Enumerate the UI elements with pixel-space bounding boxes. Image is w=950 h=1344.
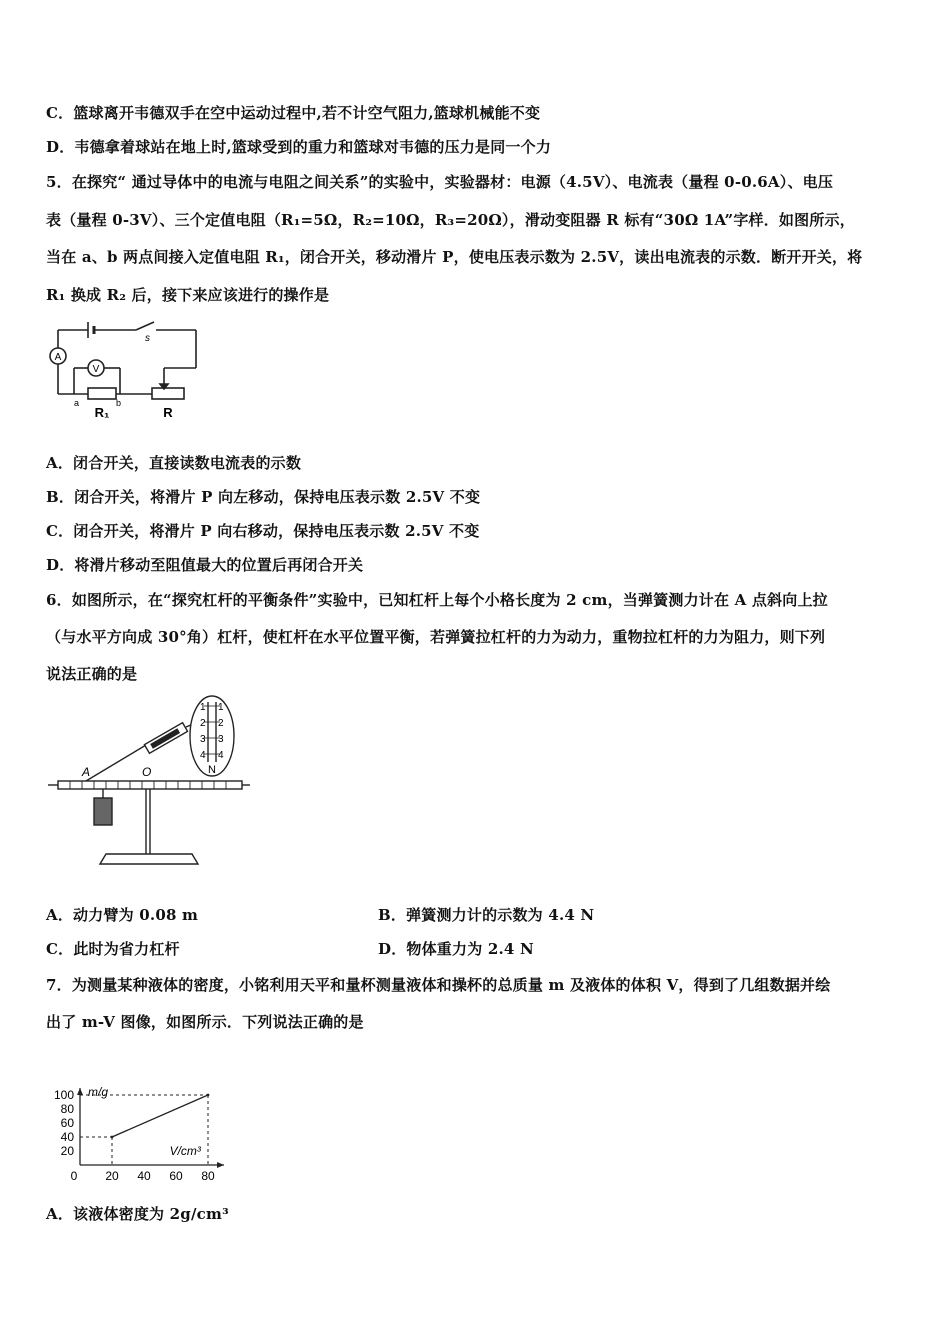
q4-option-d: D．韦德拿着球站在地上时,篮球受到的重力和篮球对韦德的压力是同一个力 xyxy=(46,138,552,156)
y-tick-label: 80 xyxy=(60,1102,74,1116)
y-tick-label: 40 xyxy=(60,1130,74,1144)
q6-option-c: C．此时为省力杠杆 xyxy=(46,940,180,958)
scale-tick-2-left: 2 xyxy=(200,718,206,729)
ammeter-label: A xyxy=(54,352,62,363)
x-tick-label: 20 xyxy=(105,1169,119,1183)
x-axis-arrow xyxy=(217,1162,224,1168)
scale-tick-3-left: 3 xyxy=(200,734,206,745)
scale-tick-3-right: 3 xyxy=(218,734,224,745)
y-axis-title: m/g xyxy=(88,1085,109,1099)
scale-tick-1-left: 1 xyxy=(200,702,206,713)
q5-stem-line2: 表（量程 0-3V）、三个定值电阻（R₁=5Ω，R₂=10Ω，R₃=20Ω），滑动变阻器 R 标有“30Ω 1A”字样．如图所示， xyxy=(46,211,855,229)
q6-option-d: D．物体重力为 2.4 N xyxy=(378,940,534,958)
y-axis-arrow xyxy=(77,1088,83,1095)
q6-stem-line2: （与水平方向成 30°角）杠杆，使杠杆在水平位置平衡，若弹簧拉杠杆的力为动力，重物拉杠杆的力为阻力，则下列 xyxy=(46,628,826,646)
data-point xyxy=(111,1136,114,1139)
q5-option-c: C．闭合开关，将滑片 P 向右移动，保持电压表示数 2.5V 不变 xyxy=(46,522,480,540)
scale-tick-2-right: 2 xyxy=(218,718,224,729)
q6-option-a: A．动力臂为 0.08 m xyxy=(46,906,199,924)
q5-stem-line3: 当在 a、b 两点间接入定值电阻 R₁，闭合开关，移动滑片 P，使电压表示数为 2.5V，读出电流表的示数．断开开关，将 xyxy=(46,248,863,266)
q6-option-b: B．弹簧测力计的示数为 4.4 N xyxy=(378,906,595,924)
r1-label: R₁ xyxy=(94,405,110,420)
y-tick-label: 100 xyxy=(53,1088,74,1102)
data-point xyxy=(207,1094,210,1097)
y-tick-label: 60 xyxy=(60,1116,74,1130)
q5-stem-line4: R₁ 换成 R₂ 后，接下来应该进行的操作是 xyxy=(46,286,330,304)
q5-stem-line1: 5．在探究“ 通过导体中的电流与电阻之间关系”的实验中，实验器材：电源（4.5V）、电流表（量程 0-0.6A）、电压 xyxy=(46,173,834,191)
q7-stem-line2: 出了 m-V 图像，如图所示．下列说法正确的是 xyxy=(46,1013,364,1031)
switch-label: s xyxy=(145,333,150,344)
scale-unit: N xyxy=(208,764,216,776)
point-b-label: b xyxy=(116,398,122,408)
q6-stem-line3: 说法正确的是 xyxy=(46,665,138,683)
scale-tick-4-left: 4 xyxy=(200,750,206,761)
scale-tick-1-right: 1 xyxy=(218,702,224,713)
q7-stem-line1: 7．为测量某种液体的密度，小铭利用天平和量杯测量液体和操杯的总质量 m 及液体的体积 V，得到了几组数据并绘 xyxy=(46,976,831,994)
q5-option-d: D．将滑片移动至阻值最大的位置后再闭合开关 xyxy=(46,556,364,574)
point-a-label: A xyxy=(82,765,91,779)
q5-option-b: B．闭合开关，将滑片 P 向左移动，保持电压表示数 2.5V 不变 xyxy=(46,488,481,506)
x-tick-label: 60 xyxy=(169,1169,183,1183)
voltmeter-label: V xyxy=(92,364,100,375)
q4-option-c: C．篮球离开韦德双手在空中运动过程中,若不计空气阻力,篮球机械能不变 xyxy=(46,104,541,122)
x-tick-label: 40 xyxy=(137,1169,151,1183)
rheostat-label: R xyxy=(163,405,173,420)
mv-chart xyxy=(44,1044,284,1188)
origin-label: 0 xyxy=(70,1169,78,1183)
point-o-label: O xyxy=(142,765,152,779)
x-axis-title: V/cm³ xyxy=(169,1144,201,1158)
q5-option-a: A．闭合开关，直接读数电流表的示数 xyxy=(46,454,302,472)
q7-option-a: A．该液体密度为 2g/cm³ xyxy=(46,1205,229,1223)
y-tick-label: 20 xyxy=(60,1144,74,1158)
series-line xyxy=(112,1095,208,1137)
q6-stem-line1: 6．如图所示，在“探究杠杆的平衡条件”实验中，已知杠杆上每个小格长度为 2 cm，当弹簧测力计在 A 点斜向上拉 xyxy=(46,591,828,609)
scale-tick-4-right: 4 xyxy=(218,750,224,761)
circuit-diagram xyxy=(44,318,204,424)
lever-diagram xyxy=(46,692,252,868)
x-tick-label: 80 xyxy=(201,1169,215,1183)
point-a-label: a xyxy=(74,398,80,408)
